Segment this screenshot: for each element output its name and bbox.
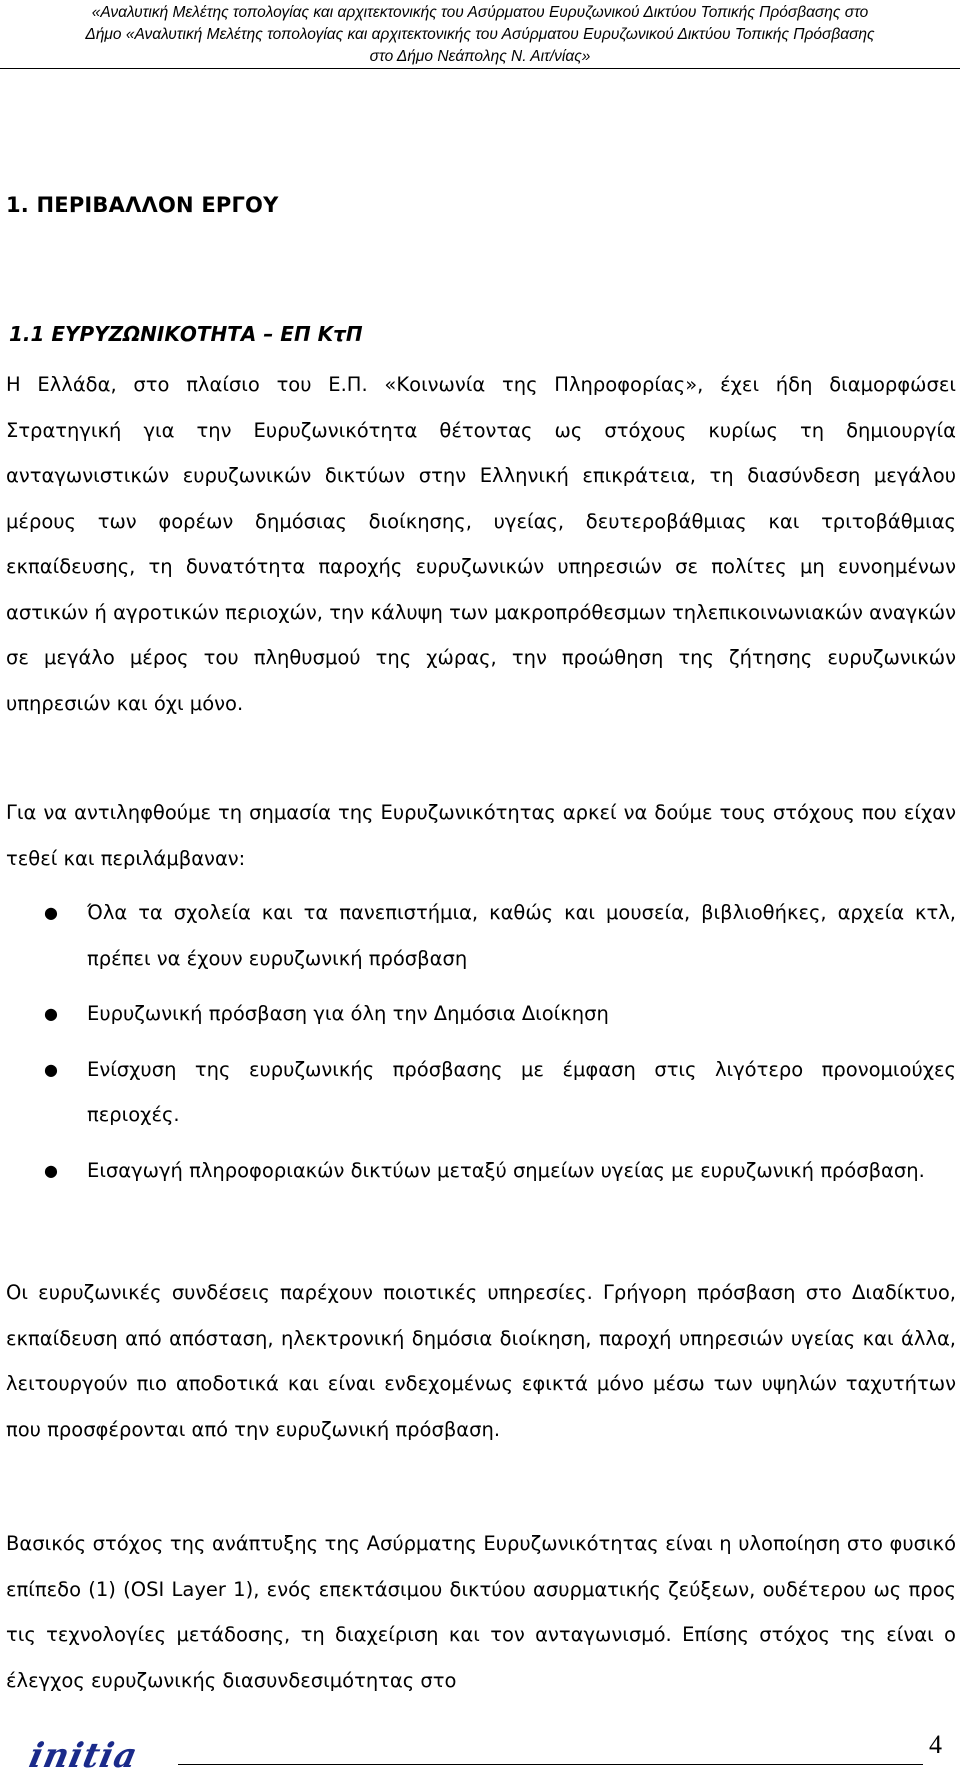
header-line-1: «Αναλυτική Μελέτης τοπολογίας και αρχιτεκτονικής του Ασύρματου Ευρυζωνικού Δικτύου Τοπικής Πρόσβασης στο — [91, 4, 869, 21]
bullet-icon: ● — [44, 1160, 58, 1180]
goals-list — [6, 890, 956, 1203]
header-line-3: στο Δήμο Νεάπολης Ν. Αιτ/νίας» — [369, 48, 591, 65]
list-item-text: Όλα τα σχολεία και τα πανεπιστήμια, καθώς και μουσεία, βιβλιοθήκες, αρχεία κτλ, πρέπει να έχουν ευρυζωνική πρόσβαση — [87, 901, 956, 970]
list-item — [6, 991, 956, 1037]
paragraph-goals-intro: Για να αντιληφθούμε τη σημασία της Ευρυζωνικότητας αρκεί να δούμε τους στόχους που είχαν τεθεί και περιλάμβαναν: — [6, 801, 956, 870]
paragraph-intro: Η Ελλάδα, στο πλαίσιο του Ε.Π. «Κοινωνία της Πληροφορίας», έχει ήδη διαμορφώσει Στρατηγική για την Ευρυζωνικότητα θέτοντας ως στόχους κυρίως τη δημιουργία ανταγωνιστικών ευρυζωνικών δικτύων στην Ελληνική επικράτεια, τη διασύνδεση μεγάλου μέρους των φορέων δημόσιας διοίκησης, υγείας, δευτεροβάθμιας και τριτοβάθμιας εκπαίδευσης, τη δυνατότητα παροχής ευρυζωνικών υπηρεσιών σε πολίτες μη ευνοημένων αστικών ή αγροτικών περιοχών, την κάλυψη των μακροπρόθεσμων τηλεπικοινωνιακών αναγκών σε μεγάλο μέρος του πληθυσμού της χώρας, την προώθηση της ζήτησης ευρυζωνικών υπηρεσιών και όχι μόνο. — [6, 373, 956, 715]
list-item — [6, 1047, 956, 1138]
bullet-icon: ● — [44, 903, 58, 922]
list-item — [6, 890, 956, 981]
bullet-icon: ● — [44, 1004, 58, 1023]
subsection-heading: 1.1 ΕΥΡΥΖΩΝΙΚΟΤΗΤΑ – ΕΠ ΚτΠ — [9, 322, 363, 346]
page-number: 4 — [929, 1730, 942, 1759]
document-header — [0, 0, 960, 68]
list-item-text: Εισαγωγή πληροφοριακών δικτύων μεταξύ σημείων υγείας με ευρυζωνική πρόσβαση. — [87, 1158, 925, 1182]
header-line-2: Δήμο «Αναλυτική Μελέτης τοπολογίας και αρχιτεκτονικής του Ασύρματου Ευρυζωνικού Δικτύου Τοπικής Πρόσβασης — [85, 26, 875, 43]
paragraph-services: Οι ευρυζωνικές συνδέσεις παρέχουν ποιοτικές υπηρεσίες. Γρήγορη πρόσβαση στο Διαδίκτυο, εκπαίδευση από απόσταση, ηλεκτρονική δημόσια διοίκηση, παροχή υπηρεσιών υγείας και άλλα, λειτουργούν πιο αποδοτικά και είναι ενδεχομένως εφικτά μόνο μέσω των υψηλών ταχυτήτων που προσφέρονται από την ευρυζωνική πρόσβαση. — [6, 1281, 956, 1441]
paragraph-wireless-goal: Βασικός στόχος της ανάπτυξης της Ασύρματης Ευρυζωνικότητας είναι η υλοποίηση στο φυσικό επίπεδο (1) (OSI Layer 1), ενός επεκτάσιμου δικτύου ασυρματικής ζεύξεων, ουδέτερου ως προς τις τεχνολογίες μετάδοσης, τη διαχείριση και τον ανταγωνισμό. Επίσης στόχος της είναι ο έλεγχος ευρυζωνικής διασυνδεσιμότητας στο — [6, 1532, 956, 1692]
list-item — [6, 1148, 956, 1194]
bullet-icon: ● — [44, 1059, 58, 1079]
initia-logo — [26, 1736, 142, 1776]
logo-text: initia — [25, 1736, 142, 1776]
list-item-text: Ευρυζωνική πρόσβαση για όλη την Δημόσια Διοίκηση — [87, 1002, 609, 1025]
footer-divider — [178, 1764, 923, 1765]
header-divider — [0, 68, 960, 69]
list-item-text: Ενίσχυση της ευρυζωνικής πρόσβασης με έμφαση στις λιγότερο προνομιούχες περιοχές. — [87, 1057, 956, 1126]
section-heading: 1. ΠΕΡΙΒΑΛΛΟΝ ΕΡΓΟΥ — [6, 193, 279, 217]
